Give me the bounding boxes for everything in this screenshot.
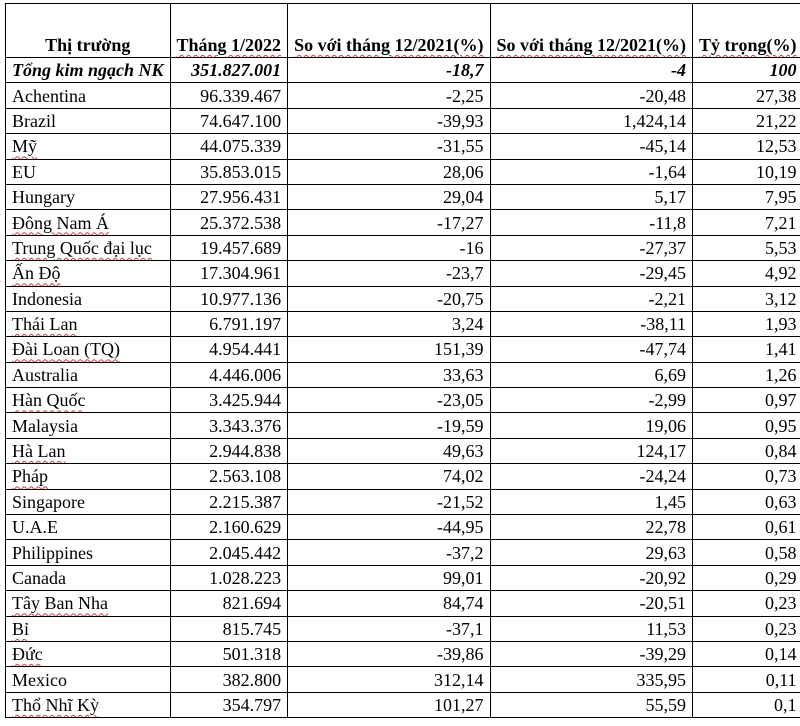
row-jan-2022: 821.694 [170, 591, 288, 616]
row-share: 21,22 [693, 108, 800, 133]
row-jan-2022: 4.954.441 [170, 337, 288, 362]
row-vs-prev-month: -37,1 [288, 616, 490, 641]
row-jan-2022: 354.797 [170, 692, 288, 717]
table-row [6, 235, 800, 260]
row-vs-prev-year: 1,424,14 [490, 108, 692, 133]
header-market: Thị trường [6, 4, 171, 58]
table-row [6, 515, 800, 540]
total-row [6, 58, 800, 83]
row-vs-prev-month: 84,74 [288, 591, 490, 616]
row-market: Hungary [6, 184, 171, 209]
row-vs-prev-year: -29,45 [490, 261, 692, 286]
table-row [6, 362, 800, 387]
row-jan-2022: 17.304.961 [170, 261, 288, 286]
row-jan-2022: 1.028.223 [170, 565, 288, 590]
row-market: Thổ Nhĩ Kỳ [6, 692, 171, 717]
table-row [6, 616, 800, 641]
row-market: Brazil [6, 108, 171, 133]
row-jan-2022: 4.446.006 [170, 362, 288, 387]
table-row [6, 134, 800, 159]
row-market: U.A.E [6, 515, 171, 540]
table-row [6, 591, 800, 616]
row-market: Ấn Độ [6, 261, 171, 286]
row-jan-2022: 2.563.108 [170, 464, 288, 489]
row-share: 0,23 [693, 616, 800, 641]
header-vs-prev-month: So với tháng 12/2021(%) [288, 4, 490, 58]
row-vs-prev-month: -31,55 [288, 134, 490, 159]
row-vs-prev-year: 124,17 [490, 438, 692, 463]
row-jan-2022: 2.045.442 [170, 540, 288, 565]
table-row [6, 83, 800, 108]
table-row [6, 641, 800, 666]
row-share: 12,53 [693, 134, 800, 159]
row-vs-prev-month: 101,27 [288, 692, 490, 717]
header-jan-2022: Tháng 1/2022 [170, 4, 288, 58]
total-share: 100 [693, 58, 800, 83]
row-market: Mexico [6, 667, 171, 692]
row-jan-2022: 19.457.689 [170, 235, 288, 260]
row-vs-prev-month: 49,63 [288, 438, 490, 463]
row-share: 0,1 [693, 692, 800, 717]
table-row [6, 337, 800, 362]
row-market: Malaysia [6, 413, 171, 438]
row-vs-prev-month: 74,02 [288, 464, 490, 489]
row-vs-prev-year: -20,92 [490, 565, 692, 590]
row-vs-prev-month: -37,2 [288, 540, 490, 565]
row-jan-2022: 501.318 [170, 641, 288, 666]
row-vs-prev-year: -38,11 [490, 311, 692, 336]
row-market: Đông Nam Á [6, 210, 171, 235]
row-share: 0,14 [693, 641, 800, 666]
row-share: 0,29 [693, 565, 800, 590]
row-vs-prev-year: -2,99 [490, 388, 692, 413]
row-share: 0,97 [693, 388, 800, 413]
row-vs-prev-year: -45,14 [490, 134, 692, 159]
import-market-table [5, 3, 800, 718]
row-vs-prev-year: 11,53 [490, 616, 692, 641]
row-market: Bỉ [6, 616, 171, 641]
table-row [6, 667, 800, 692]
row-share: 7,95 [693, 184, 800, 209]
row-vs-prev-month: 151,39 [288, 337, 490, 362]
row-vs-prev-month: -17,27 [288, 210, 490, 235]
row-jan-2022: 2.160.629 [170, 515, 288, 540]
table-row [6, 286, 800, 311]
row-share: 0,11 [693, 667, 800, 692]
total-vs-prev-month: -18,7 [288, 58, 490, 83]
table-row [6, 159, 800, 184]
row-vs-prev-year: 55,59 [490, 692, 692, 717]
row-vs-prev-year: -1,64 [490, 159, 692, 184]
row-vs-prev-month: 28,06 [288, 159, 490, 184]
row-jan-2022: 3.343.376 [170, 413, 288, 438]
row-share: 0,23 [693, 591, 800, 616]
total-jan-2022: 351.827.001 [170, 58, 288, 83]
row-jan-2022: 382.800 [170, 667, 288, 692]
row-jan-2022: 27.956.431 [170, 184, 288, 209]
row-market: Indonesia [6, 286, 171, 311]
row-vs-prev-month: 33,63 [288, 362, 490, 387]
table-row [6, 565, 800, 590]
table-row [6, 438, 800, 463]
row-vs-prev-month: 99,01 [288, 565, 490, 590]
row-share: 1,93 [693, 311, 800, 336]
row-share: 4,92 [693, 261, 800, 286]
row-market: Philippines [6, 540, 171, 565]
row-market: Hàn Quốc [6, 388, 171, 413]
row-share: 0,58 [693, 540, 800, 565]
row-jan-2022: 74.647.100 [170, 108, 288, 133]
table-row [6, 489, 800, 514]
header-share: Tỷ trọng(%) [693, 4, 800, 58]
row-vs-prev-year: 6,69 [490, 362, 692, 387]
row-vs-prev-month: -23,05 [288, 388, 490, 413]
row-share: 5,53 [693, 235, 800, 260]
table-row [6, 692, 800, 717]
row-market: Thái Lan [6, 311, 171, 336]
row-vs-prev-month: 3,24 [288, 311, 490, 336]
table-row [6, 108, 800, 133]
header-vs-prev-year: So với tháng 12/2021(%) [490, 4, 692, 58]
row-vs-prev-year: -24,24 [490, 464, 692, 489]
row-vs-prev-month: -16 [288, 235, 490, 260]
row-market: Canada [6, 565, 171, 590]
row-share: 0,95 [693, 413, 800, 438]
table-row [6, 210, 800, 235]
row-market: Trung Quốc đại lục [6, 235, 171, 260]
row-vs-prev-year: 22,78 [490, 515, 692, 540]
row-vs-prev-year: 29,63 [490, 540, 692, 565]
row-market: Mỹ [6, 134, 171, 159]
row-jan-2022: 25.372.538 [170, 210, 288, 235]
row-vs-prev-month: -39,93 [288, 108, 490, 133]
row-market: Đức [6, 641, 171, 666]
row-jan-2022: 2.215.387 [170, 489, 288, 514]
row-vs-prev-year: -20,48 [490, 83, 692, 108]
row-vs-prev-year: -11,8 [490, 210, 692, 235]
row-jan-2022: 815.745 [170, 616, 288, 641]
total-vs-prev-year: -4 [490, 58, 692, 83]
row-market: Hà Lan [6, 438, 171, 463]
row-jan-2022: 44.075.339 [170, 134, 288, 159]
row-jan-2022: 6.791.197 [170, 311, 288, 336]
row-vs-prev-year: 1,45 [490, 489, 692, 514]
row-vs-prev-month: -44,95 [288, 515, 490, 540]
row-jan-2022: 35.853.015 [170, 159, 288, 184]
row-vs-prev-year: -27,37 [490, 235, 692, 260]
table-row [6, 311, 800, 336]
row-market: Australia [6, 362, 171, 387]
row-vs-prev-year: 19,06 [490, 413, 692, 438]
row-vs-prev-year: -39,29 [490, 641, 692, 666]
row-share: 27,38 [693, 83, 800, 108]
row-jan-2022: 3.425.944 [170, 388, 288, 413]
row-market: Tây Ban Nha [6, 591, 171, 616]
row-vs-prev-year: 5,17 [490, 184, 692, 209]
row-market: Achentina [6, 83, 171, 108]
row-share: 3,12 [693, 286, 800, 311]
row-share: 10,19 [693, 159, 800, 184]
table-row [6, 261, 800, 286]
row-share: 1,26 [693, 362, 800, 387]
row-jan-2022: 96.339.467 [170, 83, 288, 108]
row-vs-prev-month: -20,75 [288, 286, 490, 311]
row-vs-prev-month: -23,7 [288, 261, 490, 286]
row-jan-2022: 2.944.838 [170, 438, 288, 463]
row-share: 0,84 [693, 438, 800, 463]
row-vs-prev-year: -20,51 [490, 591, 692, 616]
row-vs-prev-year: -2,21 [490, 286, 692, 311]
total-market: Tổng kim ngạch NK [6, 58, 171, 83]
row-share: 0,61 [693, 515, 800, 540]
table-row [6, 413, 800, 438]
row-vs-prev-month: 312,14 [288, 667, 490, 692]
row-market: EU [6, 159, 171, 184]
row-share: 7,21 [693, 210, 800, 235]
table-row [6, 540, 800, 565]
row-market: Pháp [6, 464, 171, 489]
row-vs-prev-month: -2,25 [288, 83, 490, 108]
row-share: 0,63 [693, 489, 800, 514]
table-row [6, 388, 800, 413]
table-row [6, 464, 800, 489]
row-vs-prev-month: -39,86 [288, 641, 490, 666]
row-vs-prev-month: -21,52 [288, 489, 490, 514]
header-row [6, 4, 800, 58]
row-vs-prev-year: 335,95 [490, 667, 692, 692]
row-jan-2022: 10.977.136 [170, 286, 288, 311]
row-vs-prev-month: -19,59 [288, 413, 490, 438]
row-market: Singapore [6, 489, 171, 514]
row-vs-prev-year: -47,74 [490, 337, 692, 362]
row-share: 1,41 [693, 337, 800, 362]
row-market: Đài Loan (TQ) [6, 337, 171, 362]
row-vs-prev-month: 29,04 [288, 184, 490, 209]
table-row [6, 184, 800, 209]
row-share: 0,73 [693, 464, 800, 489]
